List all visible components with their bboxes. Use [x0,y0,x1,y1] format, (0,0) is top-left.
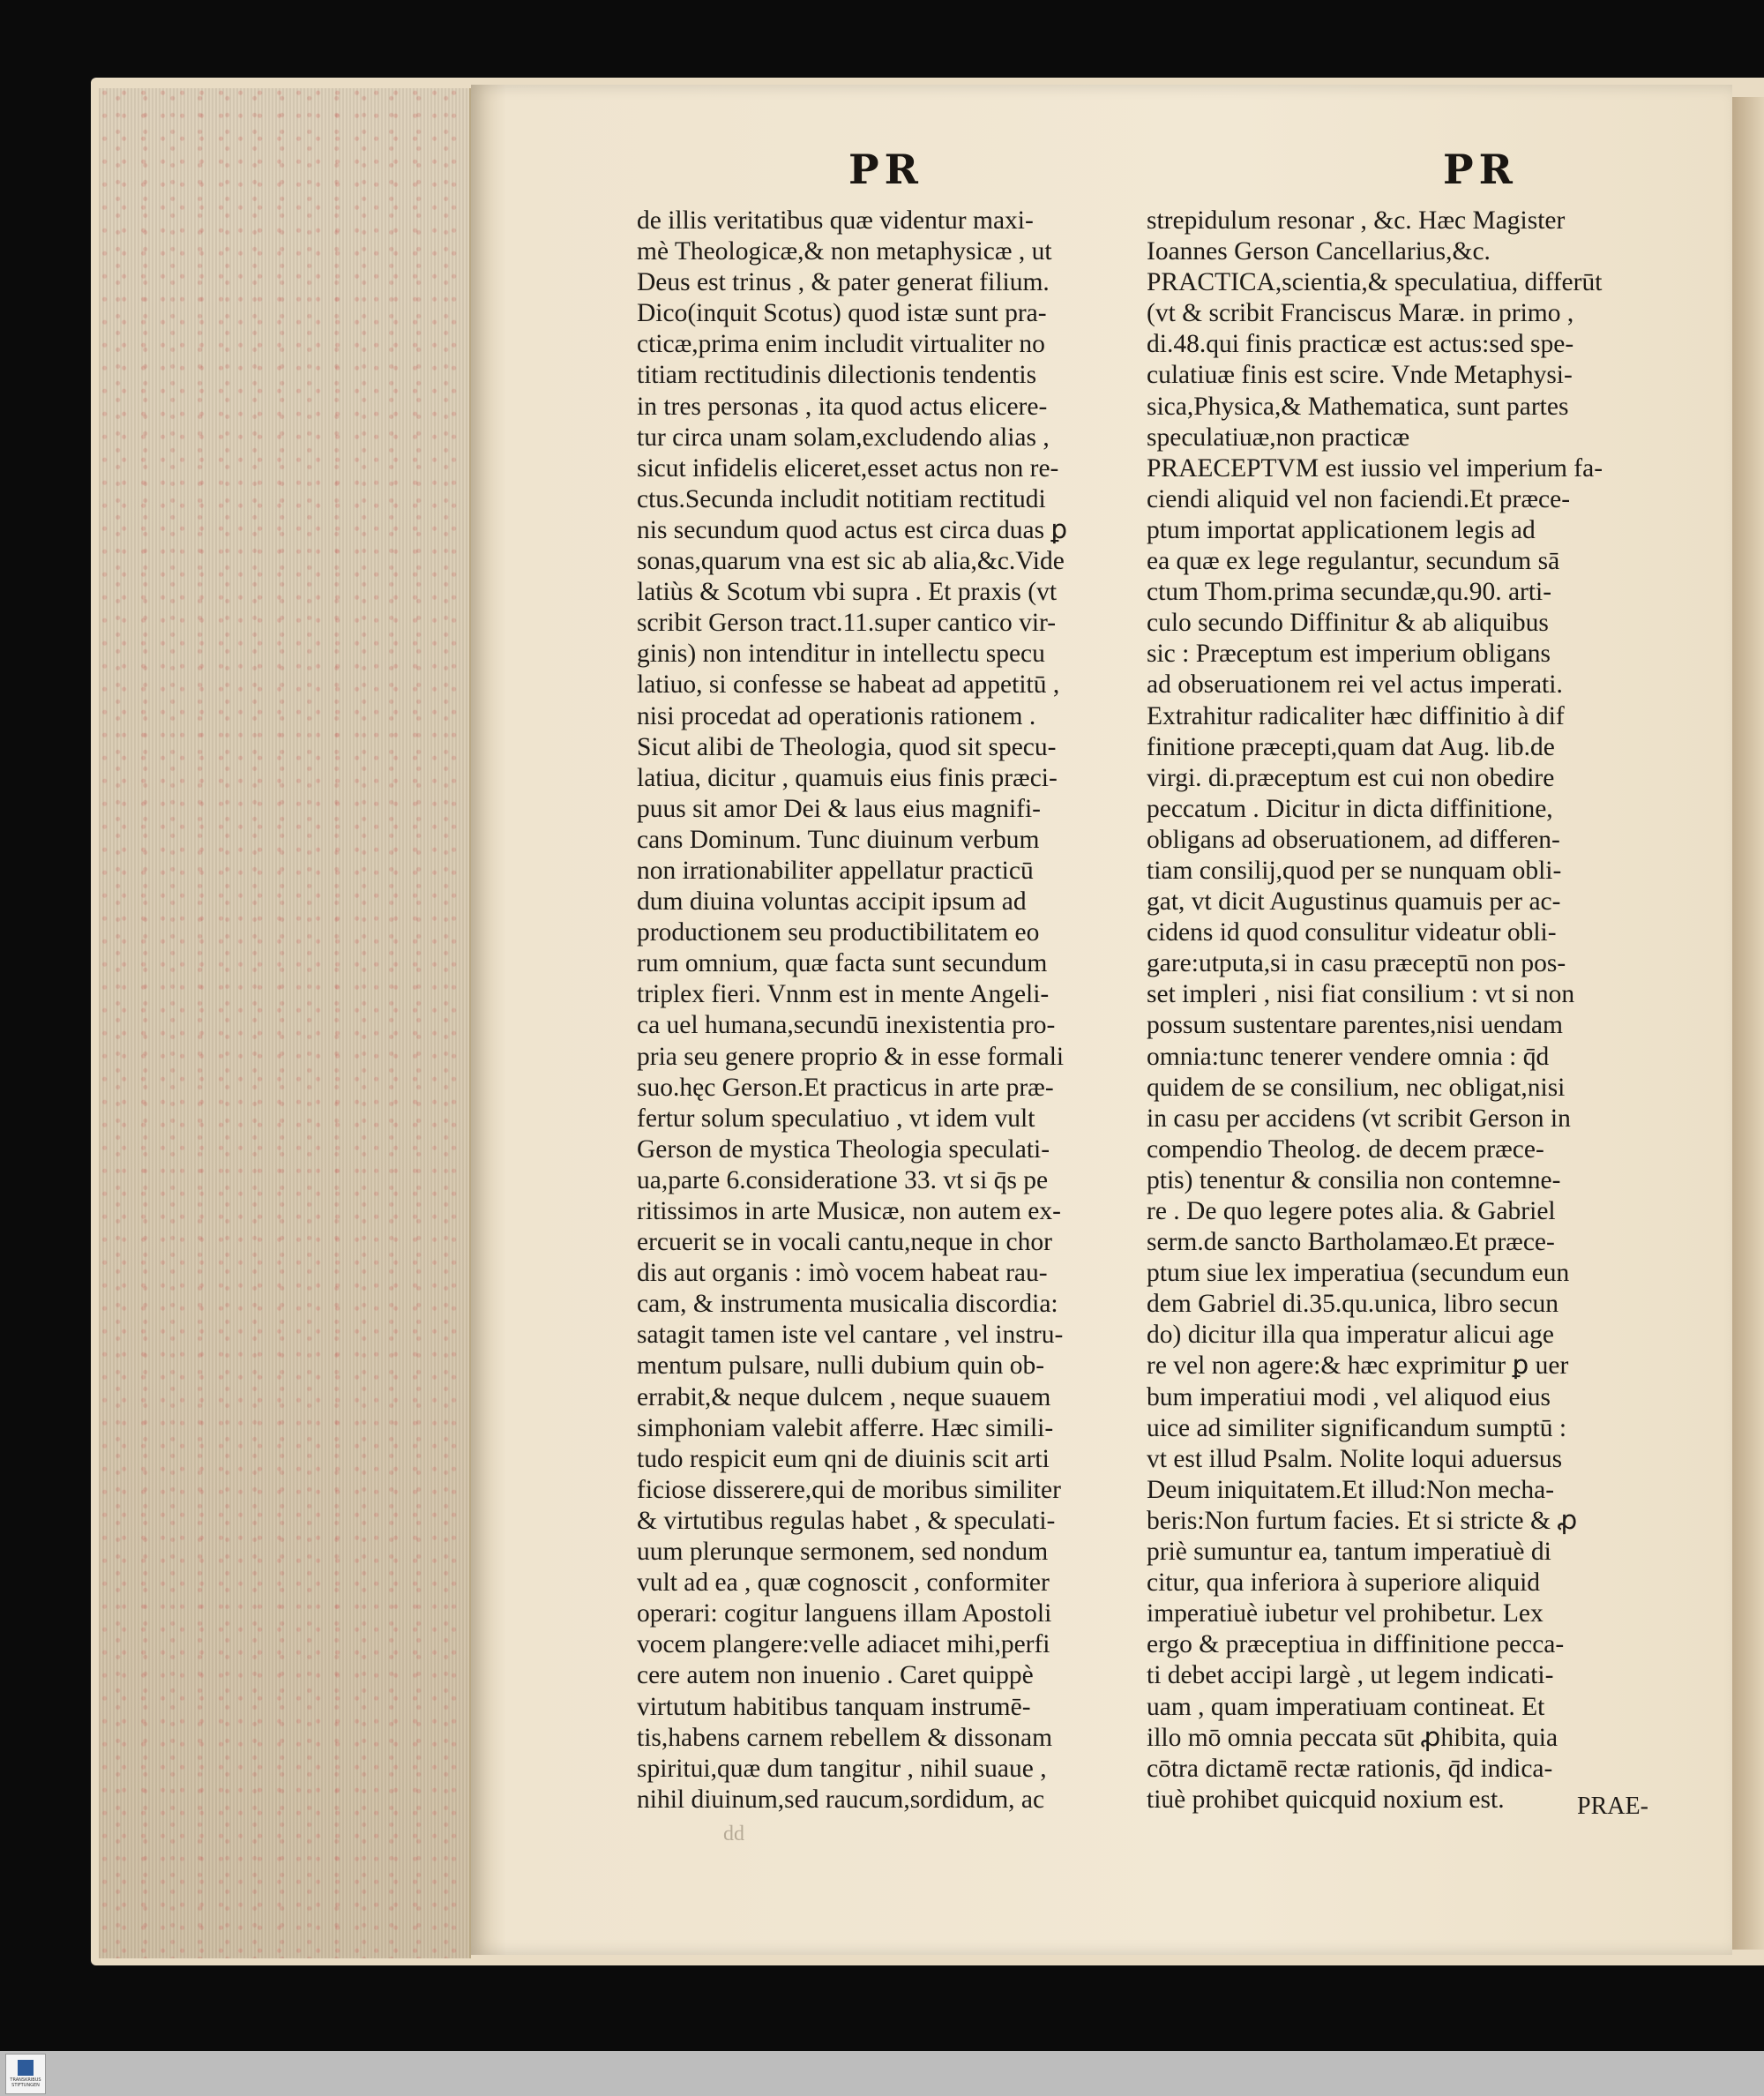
text-line: suo.hęc Gerson.Et practicus in arte præ- [637,1073,1054,1102]
text-line: bum imperatiui modi , vel aliquod eius [1147,1382,1551,1411]
text-line: & virtutibus regulas habet , & speculati- [637,1506,1056,1535]
text-line: tur circa unam solam,excludendo alias , [637,423,1050,452]
text-line: Sicut alibi de Theologia, quod sit specu- [637,732,1057,761]
text-line: Dico(inquit Scotus) quod istæ sunt pra- [637,299,1047,328]
logo-text-2: STIFTUNGEN [11,2083,40,2088]
text-line: latiua, dicitur , quamuis eius finis præci- [637,763,1058,792]
text-line: satagit tamen iste vel cantare , vel instru- [637,1321,1064,1350]
text-line: sonas,quarum vna est sic ab alia,&c.Vide [637,547,1065,576]
text-line: vocem plangere:velle adiacet mihi,perfi [637,1630,1050,1659]
text-line: mè Theologicæ,& non metaphysicæ , ut [637,237,1052,266]
text-line: gat, vt dicit Augustinus quamuis per ac- [1147,887,1561,917]
text-line: peccatum . Dicitur in dicta diffinitione, [1147,794,1553,823]
text-line: rum omnium, quæ facta sunt secundum [637,949,1048,978]
text-line: ficiose disserere,qui de moribus similiter [637,1475,1061,1504]
text-line: speculatiuæ,non practicæ [1147,423,1410,452]
text-line: do) dicitur illa qua imperatur alicui age [1147,1321,1554,1350]
text-line: possum sustentare parentes,nisi uendam [1147,1011,1563,1040]
text-line: ercuerit se in vocali cantu,neque in chor [637,1228,1052,1257]
text-line: dum diuina voluntas accipit ipsum ad [637,887,1027,917]
text-line: ginis) non intenditur in intellectu specu [637,640,1045,669]
text-line: sicut infidelis eliceret,esset actus non re- [637,453,1059,483]
text-line: PRACTICA,scientia,& speculatiua, differūt [1147,268,1603,297]
text-line: ctum Thom.prima secundæ,qu.90. arti- [1147,578,1552,607]
logo-text-1: TRANSKRIBUS [10,2077,41,2083]
text-line: nihil diuinum,sed raucum,sordidum, ac [637,1785,1045,1814]
text-column-left [637,206,1175,1815]
text-line: in tres personas , ita quod actus elicere- [637,392,1048,421]
text-line: re vel non agere:& hæc exprimitur ꝑ uer [1147,1351,1569,1381]
text-line: ca uel humana,secundū inexistentia pro- [637,1011,1056,1040]
text-line: quidem de se consilium, nec obligat,nisi [1147,1073,1566,1102]
text-line: finitione præcepti,quam dat Aug. lib.de [1147,732,1555,761]
text-line: fertur solum speculatiuo , vt idem vult [637,1104,1035,1133]
text-line: culo secundo Diffinitur & ab aliquibus [1147,609,1549,638]
text-line: pria seu genere proprio & in esse formali [637,1042,1065,1071]
text-line: tis,habens carnem rebellem & dissonam [637,1723,1053,1752]
text-line: (vt & scribit Franciscus Maræ. in primo , [1147,299,1574,328]
text-line: obligans ad obseruationem, ad differen- [1147,825,1560,854]
text-line: tiuè prohibet quicquid noxium est. [1147,1785,1505,1814]
text-line: non irrationabiliter appellatur practicū [637,856,1034,885]
text-line: di.48.qui finis practicæ est actus:sed spe- [1147,330,1574,359]
faded-stamp: dd [723,1823,744,1845]
text-line: uam , quam imperatiuam contineat. Et [1147,1692,1545,1721]
catchword: PRAE- [1577,1793,1648,1820]
text-line: de illis veritatibus quæ videntur maxi- [637,206,1034,235]
text-line: Ioannes Gerson Cancellarius,&c. [1147,237,1491,266]
text-line: Extrahitur radicaliter hæc diffinitio à dif [1147,701,1565,730]
text-line: serm.de sancto Bartholamæo.Et præce- [1147,1228,1555,1257]
text-line: virtutum habitibus tanquam instrumē- [637,1692,1031,1721]
viewer-footer-bar [0,2051,1764,2096]
text-line: ergo & præceptiua in diffinitione pecca- [1147,1630,1565,1659]
text-line: ua,parte 6.consideratione 33. vt si q̄s pe [637,1165,1049,1194]
text-line: dis aut organis : imò vocem habeat rau- [637,1259,1048,1288]
text-line: scribit Gerson tract.11.super cantico vir- [637,609,1057,638]
text-line: mentum pulsare, nulli dubium quin ob- [637,1351,1045,1381]
text-line: dem Gabriel di.35.qu.unica, libro secun [1147,1290,1558,1319]
text-line: nis secundum quod actus est circa duas ꝑ [637,515,1068,544]
text-line: ritissimos in arte Musicæ, non autem ex- [637,1197,1061,1225]
text-line: beris:Non furtum facies. Et si stricte & ꝓ [1147,1506,1578,1535]
text-column-right [1147,206,1658,1815]
text-line: ptis) tenentur & consilia non contemne- [1147,1165,1561,1194]
text-line: operari: cogitur languens illam Apostoli [637,1599,1052,1628]
text-line: uum plerunque sermonem, sed nondum [637,1538,1049,1567]
text-line: latiuo, si confesse se habeat ad appetitū , [637,670,1060,700]
text-line: strepidulum resonar , &c. Hæc Magister [1147,206,1566,235]
text-line: Deum iniquitatem.Et illud:Non mecha- [1147,1475,1555,1504]
text-line: cans Dominum. Tunc diuinum verbum [637,825,1040,854]
text-line: triplex fieri. Vnnm est in mente Angeli- [637,980,1050,1009]
book-fore-edge [99,88,471,1958]
text-line: ad obseruationem rei vel actus imperati. [1147,670,1563,700]
text-line: puus sit amor Dei & laus eius magnifi- [637,794,1041,823]
text-line: cam, & instrumenta musicalia discordia: [637,1290,1058,1319]
text-line: errabit,& neque dulcem , neque suauem [637,1382,1051,1411]
text-line: omnia:tunc tenerer vendere omnia : q̄d [1147,1042,1550,1071]
text-line: ptum importat applicationem legis ad [1147,515,1536,544]
text-line: tudo respicit eum qni de diuinis scit arti [637,1444,1050,1473]
text-line: cōtra dictamē rectæ rationis, q̄d indica- [1147,1754,1553,1783]
text-line: set impleri , nisi fiat consilium : vt si non [1147,980,1575,1009]
text-line: vt est illud Psalm. Nolite loqui aduersus [1147,1444,1563,1473]
text-line: cidens id quod consulitur videatur obli- [1147,918,1557,947]
text-line: titiam rectitudinis dilectionis tendentis [637,361,1037,390]
text-line: ti debet accipi largè , ut legem indicati- [1147,1661,1554,1690]
text-line: sic : Præceptum est imperium obligans [1147,640,1551,669]
text-line: vult ad ea , quæ cognoscit , conformiter [637,1568,1050,1598]
text-line: ciendi aliquid vel non faciendi.Et præce- [1147,484,1571,513]
text-line: ctus.Secunda includit notitiam rectitudi [637,484,1046,513]
text-line: re . De quo legere potes alia. & Gabriel [1147,1197,1556,1225]
library-logo[interactable] [5,2054,46,2094]
text-line: simphoniam valebit afferre. Hæc simili- [637,1413,1054,1442]
text-line: gare:utputa,si in casu præceptū non pos- [1147,949,1566,978]
text-line: sica,Physica,& Mathematica, sunt partes [1147,392,1569,421]
text-line: latiùs & Scotum vbi supra . Et praxis (vt [637,578,1058,607]
text-line: productionem seu productibilitatem eo [637,918,1040,947]
text-line: ea quæ ex lege regulantur, secundum sā [1147,547,1560,576]
text-line: illo mō omnia peccata sūt ꝓhibita, quia [1147,1723,1558,1752]
text-line: cere autem non inuenio . Caret quippè [637,1661,1034,1690]
text-line: virgi. di.præceptum est cui non obedire [1147,763,1555,792]
text-line: in casu per accidens (vt scribit Gerson in [1147,1104,1571,1133]
text-line: imperatiuè iubetur vel prohibetur. Lex [1147,1599,1544,1628]
running-head-right: PR [1443,146,1518,193]
text-line: compendio Theolog. de decem præce- [1147,1134,1544,1164]
text-line: nisi procedat ad operationis rationem . [637,701,1036,730]
text-line: cticæ,prima enim includit virtualiter no [637,330,1045,359]
text-line: citur, qua inferiora à superiore aliquid [1147,1568,1541,1598]
text-line: ptum siue lex imperatiua (secundum eun [1147,1259,1570,1288]
text-line: spiritui,quæ dum tangitur , nihil suaue , [637,1754,1047,1783]
text-line: culatiuæ finis est scire. Vnde Metaphysi- [1147,361,1573,390]
text-line: tiam consilij,quod per se nunquam obli- [1147,856,1562,885]
text-line: uice ad similiter significandum sumptū : [1147,1413,1567,1442]
running-head-left: PR [848,146,923,193]
text-line: Gerson de mystica Theologia speculati- [637,1134,1050,1164]
text-line: priè sumuntur ea, tantum imperatiuè di [1147,1538,1551,1567]
facing-page-edge [1732,97,1764,1950]
logo-icon [18,2060,34,2076]
text-line: Deus est trinus , & pater generat filium. [637,268,1050,297]
text-line: PRAECEPTVM est iussio vel imperium fa- [1147,453,1603,483]
